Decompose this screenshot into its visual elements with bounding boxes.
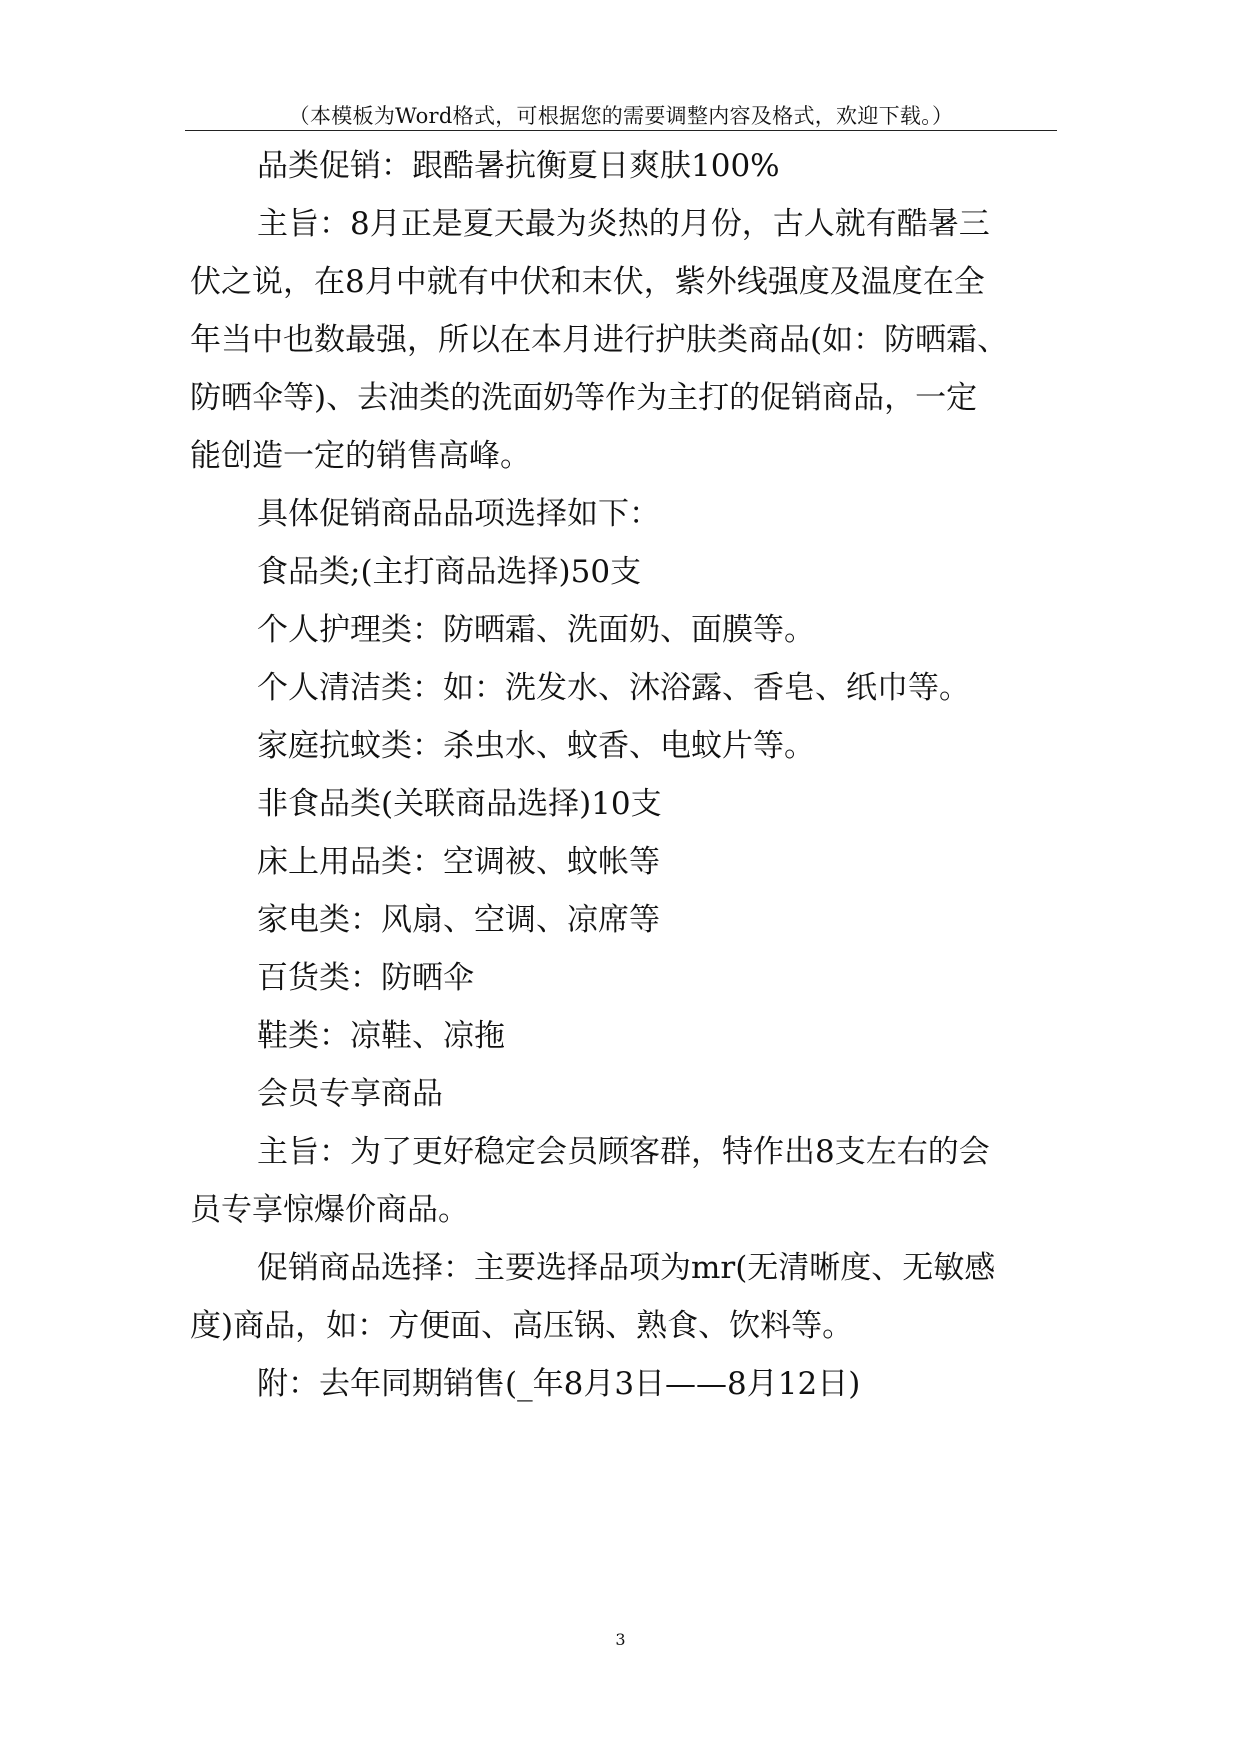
paragraph-line: 床上用品类：空调被、蚊帐等 (257, 844, 660, 880)
paragraph-line: 能创造一定的销售高峰。 (190, 438, 531, 474)
paragraph-line: 食品类;(主打商品选择)50支 (257, 554, 642, 590)
paragraph-line: 防晒伞等)、去油类的洗面奶等作为主打的促销商品，一定 (190, 380, 978, 416)
paragraph-line: 伏之说，在8月中就有中伏和末伏，紫外线强度及温度在全 (190, 264, 985, 300)
paragraph-line: 家庭抗蚊类：杀虫水、蚊香、电蚊片等。 (257, 728, 815, 764)
paragraph-line: 非食品类(关联商品选择)10支 (257, 786, 662, 822)
document-header-note: （本模板为Word格式，可根据您的需要调整内容及格式，欢迎下载。） (288, 104, 954, 128)
paragraph-line: 度)商品，如：方便面、高压锅、熟食、饮料等。 (190, 1308, 854, 1344)
header-divider (185, 130, 1057, 131)
paragraph-line: 品类促销：跟酷暑抗衡夏日爽肤100% (257, 148, 780, 184)
page-number: 3 (615, 1630, 626, 1649)
paragraph-line: 员专享惊爆价商品。 (190, 1192, 469, 1228)
paragraph-line: 个人护理类：防晒霜、洗面奶、面膜等。 (257, 612, 815, 648)
paragraph-line: 百货类：防晒伞 (257, 960, 474, 996)
paragraph-line: 主旨：为了更好稳定会员顾客群，特作出8支左右的会 (257, 1134, 990, 1170)
paragraph-line: 年当中也数最强，所以在本月进行护肤类商品(如：防晒霜、 (190, 322, 1009, 358)
paragraph-line: 个人清洁类：如：洗发水、沐浴露、香皂、纸巾等。 (257, 670, 970, 706)
paragraph-line: 鞋类：凉鞋、凉拖 (257, 1018, 505, 1054)
paragraph-line: 家电类：风扇、空调、凉席等 (257, 902, 660, 938)
paragraph-line: 主旨：8月正是夏天最为炎热的月份，古人就有酷暑三 (257, 206, 990, 242)
paragraph-line: 会员专享商品 (257, 1076, 443, 1112)
paragraph-line: 附：去年同期销售(_年8月3日——8月12日) (257, 1366, 861, 1402)
paragraph-line: 促销商品选择：主要选择品项为mr(无清晰度、无敏感 (257, 1250, 996, 1286)
paragraph-line: 具体促销商品品项选择如下： (257, 496, 660, 532)
